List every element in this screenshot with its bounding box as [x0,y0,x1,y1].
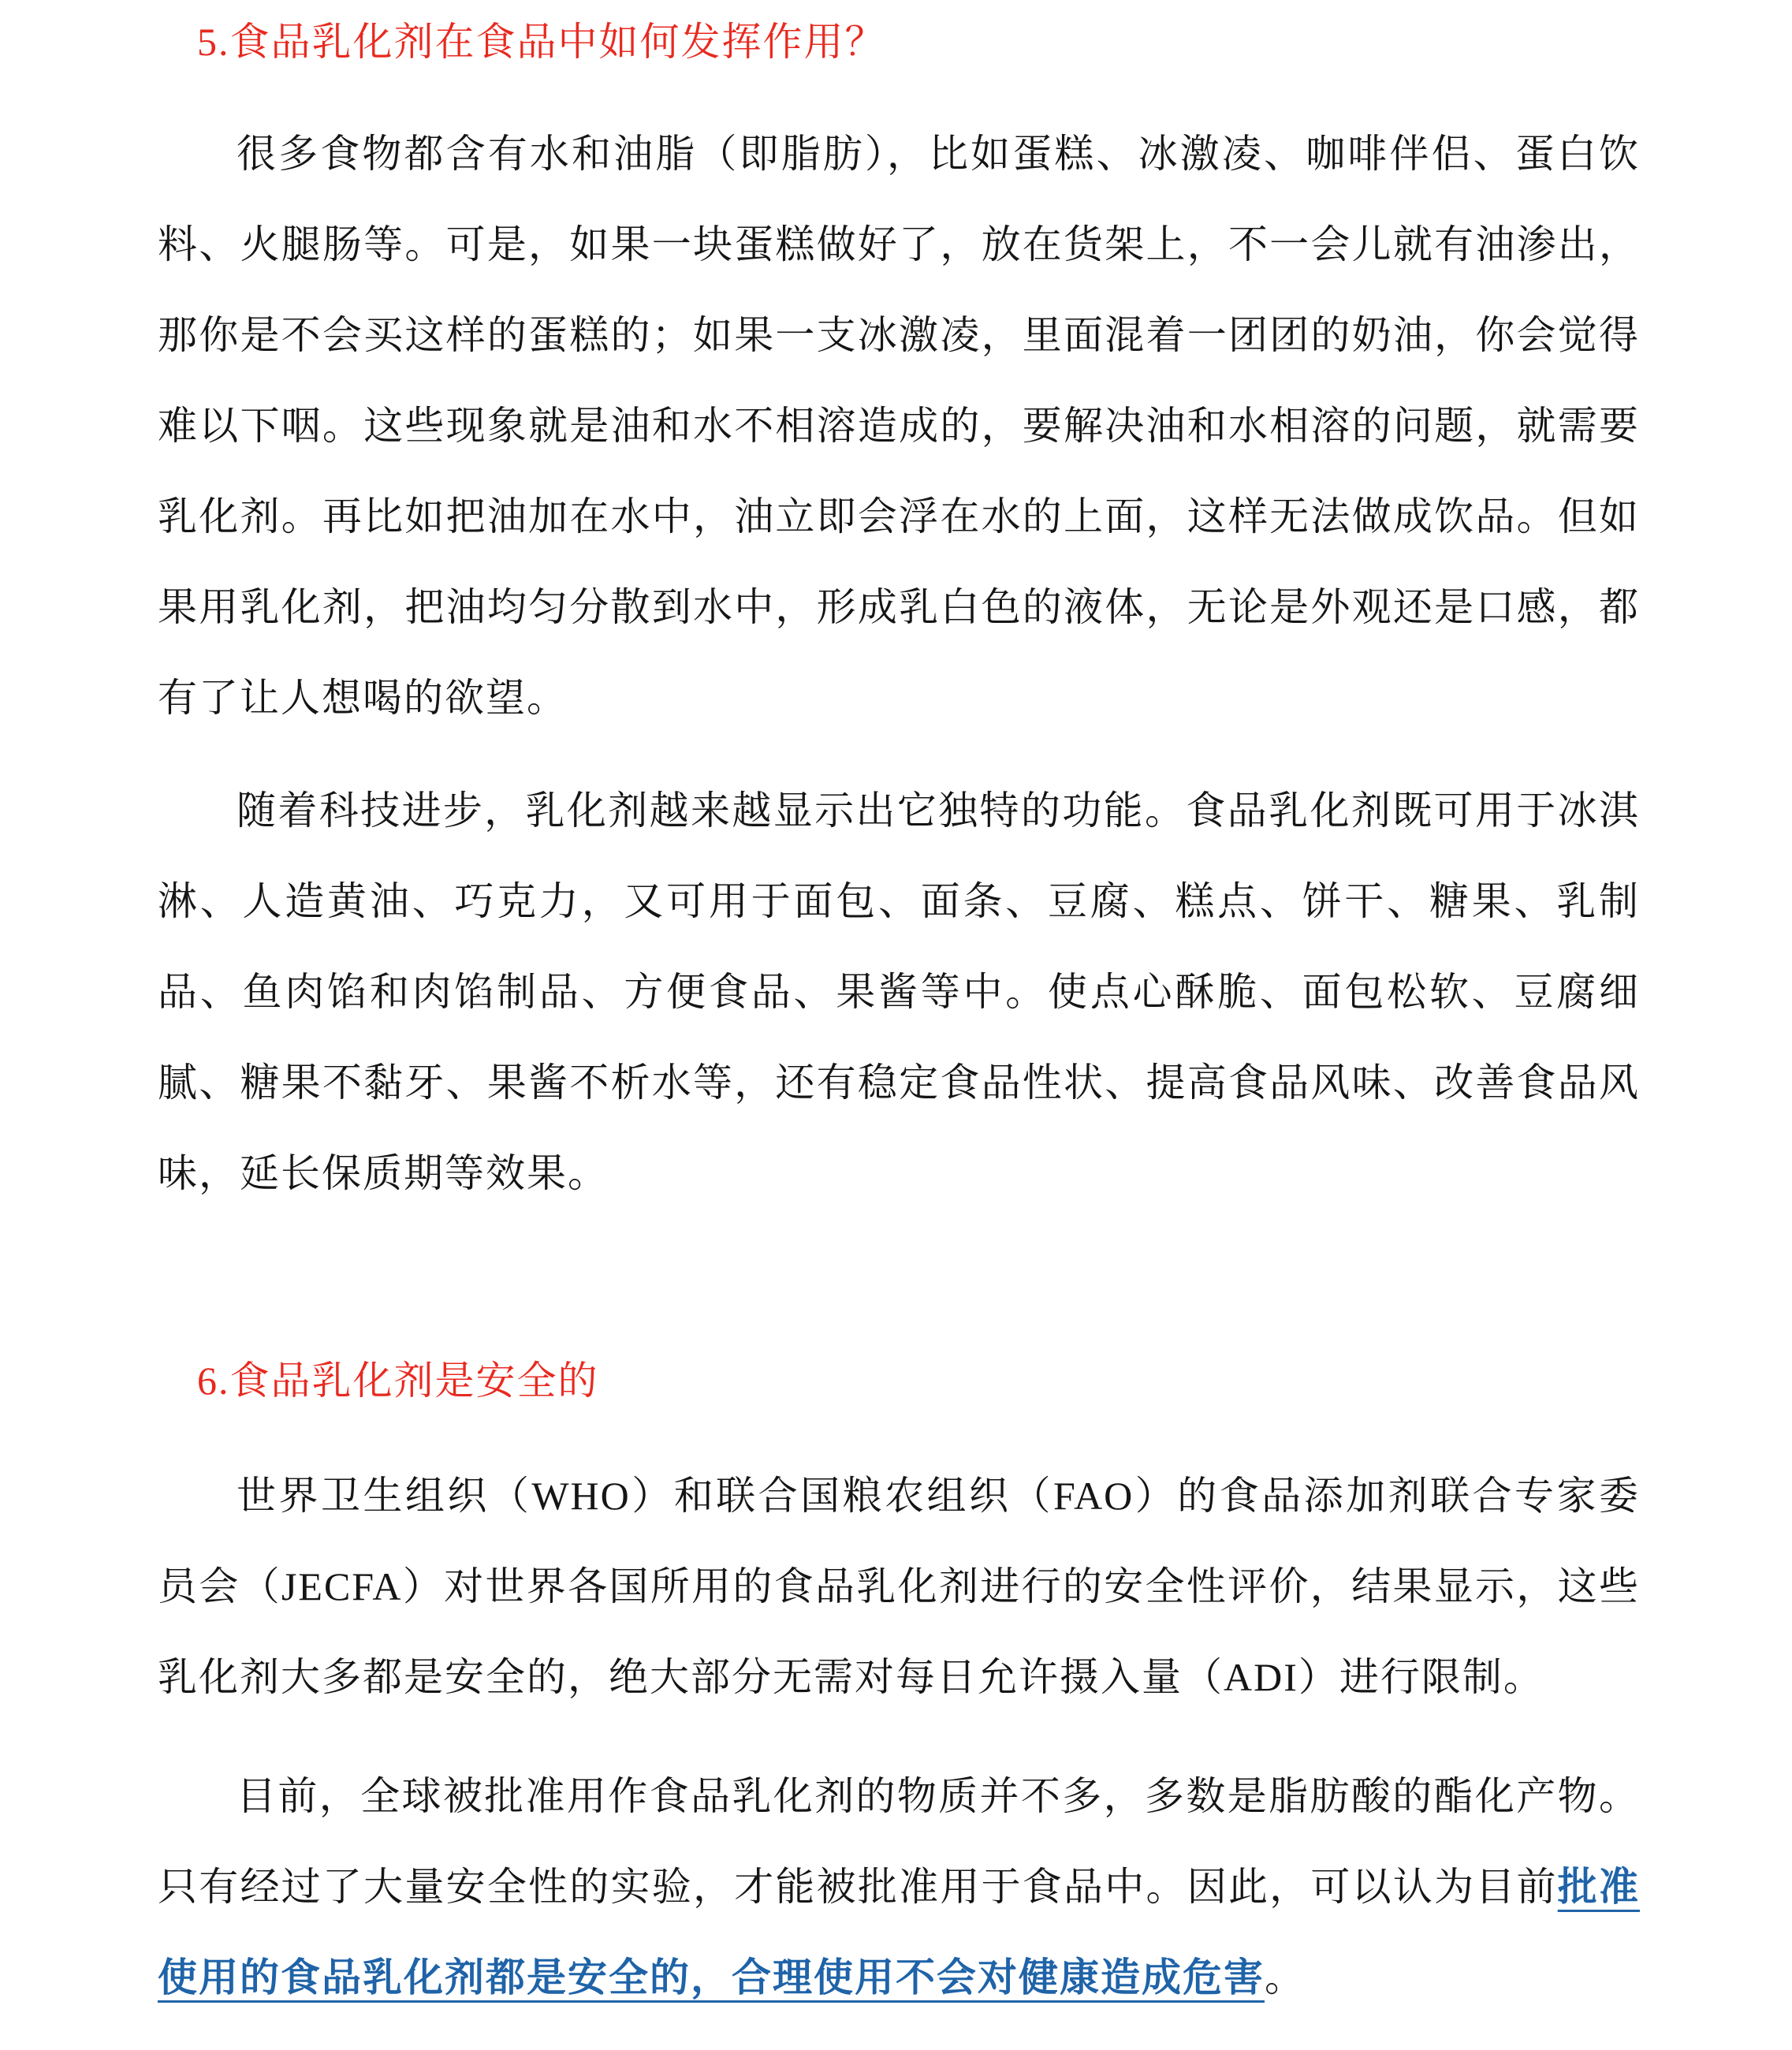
approved-emulsifiers-safe-link[interactable]: 批准使用的食品乳化剂都是安全的，合理使用不会对健康造成危害 [158,1865,1641,2000]
section-6-heading: 6.食品乳化剂是安全的 [197,1359,599,1403]
section-6-paragraph-1: 世界卫生组织（WHO）和联合国粮农组织（FAO）的食品添加剂联合专家委员会（JECFA）对世界各国所用的食品乳化剂进行的安全性评价，结果显示，这些乳化剂大多都是安全的，绝大部分无需对每日允许摄入量（ADI）进行限制。 [158,1474,1640,1699]
section-5-paragraph-1: 很多食物都含有水和油脂（即脂肪），比如蛋糕、冰激凌、咖啡伴侣、蛋白饮料、火腿肠等。可是，如果一块蛋糕做好了，放在货架上，不一会儿就有油渗出，那你是不会买这样的蛋糕的；如果一支冰激凌，里面混着一团团的奶油，你会觉得难以下咽。这些现象就是油和水不相溶造成的，要解决油和水相溶的问题，就需要乳化剂。再比如把油加在水中，油立即会浮在水的上面，这样无法做成饮品。但如果用乳化剂，把油均匀分散到水中，形成乳白色的液体，无论是外观还是口感，都有了让人想喝的欲望。 [158,132,1640,720]
section-5-paragraph-2: 随着科技进步，乳化剂越来越显示出它独特的功能。食品乳化剂既可用于冰淇淋、人造黄油、巧克力，又可用于面包、面条、豆腐、糕点、饼干、糖果、乳制品、鱼肉馅和肉馅制品、方便食品、果酱等中。使点心酥脆、面包松软、豆腐细腻、糖果不黏牙、果酱不析水等，还有稳定食品性状、提高食品风味、改善食品风味，延长保质期等效果。 [158,788,1640,1195]
section-6-paragraph-2 [158,1751,1640,2023]
paragraph-lead-text: 目前，全球被批准用作食品乳化剂的物质并不多，多数是脂肪酸的酯化产物。只有经过了大量安全性的实验，才能被批准用于食品中。因此，可以认为目前 [158,1774,1640,1909]
section-5-heading: 5.食品乳化剂在食品中如何发挥作用？ [197,20,886,64]
sentence-end-period: 。 [1265,1955,1306,2000]
